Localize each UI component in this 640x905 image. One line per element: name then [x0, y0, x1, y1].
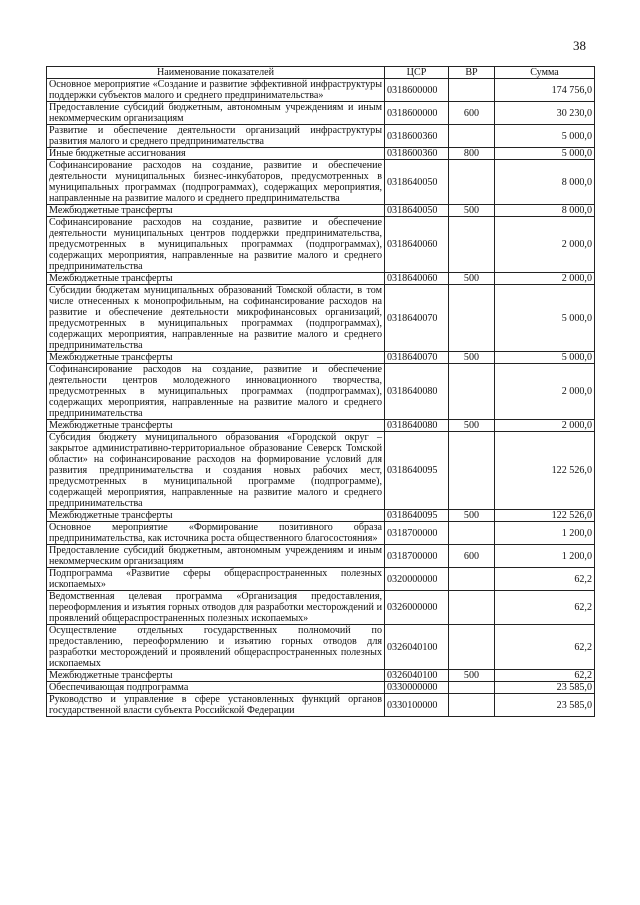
table-row [47, 545, 595, 568]
table-row [47, 285, 595, 352]
row-sum-cell: 2 000,0 [495, 273, 595, 285]
row-csr-cell: 0318640050 [385, 160, 449, 205]
row-vr-cell: 500 [449, 352, 495, 364]
row-name-cell: Софинансирование расходов на создание, развитие и обеспечение деятельности центров молодежного инновационного творчества, предусмотренных в муниципальных программах (подпрограммах), содержащих мероприятия, направленные на развитие малого и среднего предпринимательства [47, 364, 385, 420]
row-sum-cell: 62,2 [495, 625, 595, 670]
table-row [47, 420, 595, 432]
row-vr-cell [449, 591, 495, 625]
row-csr-cell: 0318700000 [385, 522, 449, 545]
row-csr-cell: 0318640060 [385, 217, 449, 273]
row-csr-cell: 0318640080 [385, 420, 449, 432]
row-sum-cell: 8 000,0 [495, 205, 595, 217]
row-name-cell: Основное мероприятие «Создание и развитие эффективной инфраструктуры поддержки субъектов малого и среднего предпринимательства» [47, 79, 385, 102]
row-name-cell: Предоставление субсидий бюджетным, автономным учреждениям и иным некоммерческим организациям [47, 102, 385, 125]
row-sum-cell: 62,2 [495, 591, 595, 625]
row-vr-cell [449, 568, 495, 591]
row-csr-cell: 0326040100 [385, 625, 449, 670]
row-sum-cell: 23 585,0 [495, 694, 595, 717]
row-name-cell: Ведомственная целевая программа «Организация предоставления, переоформления и изъятия горных отводов для разработки месторождений и проявлений общераспространенных полезных ископаемых» [47, 591, 385, 625]
row-csr-cell: 0320000000 [385, 568, 449, 591]
row-name-cell: Межбюджетные трансферты [47, 205, 385, 217]
row-name-cell: Подпрограмма «Развитие сферы общераспространенных полезных ископаемых» [47, 568, 385, 591]
budget-table [46, 66, 595, 717]
row-vr-cell [449, 694, 495, 717]
table-row [47, 148, 595, 160]
row-name-cell: Межбюджетные трансферты [47, 352, 385, 364]
row-csr-cell: 0318600360 [385, 148, 449, 160]
table-row [47, 217, 595, 273]
row-sum-cell: 122 526,0 [495, 510, 595, 522]
table-row [47, 522, 595, 545]
row-sum-cell: 62,2 [495, 568, 595, 591]
row-name-cell: Обеспечивающая подпрограмма [47, 682, 385, 694]
row-csr-cell: 0318600360 [385, 125, 449, 148]
row-csr-cell: 0318700000 [385, 545, 449, 568]
row-name-cell: Межбюджетные трансферты [47, 273, 385, 285]
row-vr-cell [449, 364, 495, 420]
row-vr-cell: 500 [449, 670, 495, 682]
table-row [47, 79, 595, 102]
row-sum-cell: 2 000,0 [495, 420, 595, 432]
row-name-cell: Межбюджетные трансферты [47, 510, 385, 522]
row-name-cell: Межбюджетные трансферты [47, 420, 385, 432]
table-row [47, 625, 595, 670]
row-name-cell: Софинансирование расходов на создание, развитие и обеспечение деятельности муниципальных бизнес-инкубаторов, предусмотренных в муниципальных программах (подпрограммах), содержащих мероприятия, направленные на развитие малого и среднего предпринимательства [47, 160, 385, 205]
row-sum-cell: 5 000,0 [495, 148, 595, 160]
row-vr-cell [449, 285, 495, 352]
table-row [47, 510, 595, 522]
table-row [47, 694, 595, 717]
row-vr-cell: 500 [449, 205, 495, 217]
row-vr-cell: 500 [449, 510, 495, 522]
row-sum-cell: 23 585,0 [495, 682, 595, 694]
row-vr-cell [449, 160, 495, 205]
row-csr-cell: 0318640070 [385, 352, 449, 364]
table-row [47, 125, 595, 148]
row-vr-cell [449, 79, 495, 102]
row-sum-cell: 5 000,0 [495, 352, 595, 364]
row-vr-cell: 500 [449, 420, 495, 432]
row-csr-cell: 0326000000 [385, 591, 449, 625]
row-name-cell: Межбюджетные трансферты [47, 670, 385, 682]
row-sum-cell: 174 756,0 [495, 79, 595, 102]
row-sum-cell: 2 000,0 [495, 364, 595, 420]
page-number: 38 [573, 38, 586, 53]
row-sum-cell: 2 000,0 [495, 217, 595, 273]
table-row [47, 432, 595, 510]
row-sum-cell: 1 200,0 [495, 545, 595, 568]
row-sum-cell: 30 230,0 [495, 102, 595, 125]
row-sum-cell: 1 200,0 [495, 522, 595, 545]
row-name-cell: Субсидия бюджету муниципального образования «Городской округ – закрытое административно-территориальное образование Северск Томской области» на софинансирование расходов на формирование условий для развития предпринимательства и создания новых рабочих мест, предусмотренных в муниципальной программе (подпрограмме), содержащей мероприятия, направленные на развитие малого и среднего предпринимательства [47, 432, 385, 510]
table-row [47, 205, 595, 217]
table-row [47, 160, 595, 205]
table-row [47, 273, 595, 285]
row-vr-cell: 600 [449, 545, 495, 568]
row-sum-cell: 62,2 [495, 670, 595, 682]
row-csr-cell: 0318600000 [385, 79, 449, 102]
row-csr-cell: 0318640070 [385, 285, 449, 352]
table-row [47, 364, 595, 420]
table-row [47, 568, 595, 591]
table-row [47, 591, 595, 625]
row-sum-cell: 122 526,0 [495, 432, 595, 510]
row-name-cell: Иные бюджетные ассигнования [47, 148, 385, 160]
row-csr-cell: 0318640050 [385, 205, 449, 217]
row-csr-cell: 0330000000 [385, 682, 449, 694]
header-csr: ЦСР [385, 67, 449, 79]
row-vr-cell: 800 [449, 148, 495, 160]
row-name-cell: Развитие и обеспечение деятельности организаций инфраструктуры развития малого и среднего предпринимательства [47, 125, 385, 148]
header-vr: ВР [449, 67, 495, 79]
table-header-row [47, 67, 595, 79]
table-row [47, 352, 595, 364]
row-sum-cell: 5 000,0 [495, 285, 595, 352]
row-name-cell: Руководство и управление в сфере установленных функций органов государственной власти субъекта Российской Федерации [47, 694, 385, 717]
table-row [47, 670, 595, 682]
row-vr-cell [449, 217, 495, 273]
row-vr-cell [449, 522, 495, 545]
row-name-cell: Осуществление отдельных государственных полномочий по предоставлению, переоформлению и изъятию горных отводов для разработки месторождений и проявлений общераспространенных полезных ископаемых [47, 625, 385, 670]
row-csr-cell: 0318640095 [385, 432, 449, 510]
header-name: Наименование показателей [47, 67, 385, 79]
row-csr-cell: 0318640060 [385, 273, 449, 285]
row-name-cell: Субсидии бюджетам муниципальных образований Томской области, в том числе отнесенных к монопрофильным, на софинансирование расходов на развитие и обеспечение деятельности микрофинансовых организаций, предусмотренных в муниципальных программах (подпрограммах), содержащих мероприятия, направленные на развитие малого и среднего предпринимательства [47, 285, 385, 352]
row-name-cell: Предоставление субсидий бюджетным, автономным учреждениям и иным некоммерческим организациям [47, 545, 385, 568]
row-vr-cell [449, 682, 495, 694]
table-row [47, 102, 595, 125]
row-name-cell: Основное мероприятие «Формирование позитивного образа предпринимательства, как источника роста общественного благосостояния» [47, 522, 385, 545]
row-vr-cell: 500 [449, 273, 495, 285]
row-csr-cell: 0318640080 [385, 364, 449, 420]
table-row [47, 682, 595, 694]
row-vr-cell [449, 432, 495, 510]
row-sum-cell: 8 000,0 [495, 160, 595, 205]
table-body [47, 79, 595, 717]
header-sum: Сумма [495, 67, 595, 79]
row-vr-cell [449, 625, 495, 670]
row-csr-cell: 0318640095 [385, 510, 449, 522]
row-name-cell: Софинансирование расходов на создание, развитие и обеспечение деятельности муниципальных центров поддержки предпринимательства, предусмотренных в муниципальных программах (подпрограммах), содержащих мероприятия, направленные на развитие малого и среднего предпринимательства [47, 217, 385, 273]
row-csr-cell: 0330100000 [385, 694, 449, 717]
row-csr-cell: 0326040100 [385, 670, 449, 682]
row-csr-cell: 0318600000 [385, 102, 449, 125]
row-vr-cell [449, 125, 495, 148]
row-vr-cell: 600 [449, 102, 495, 125]
row-sum-cell: 5 000,0 [495, 125, 595, 148]
